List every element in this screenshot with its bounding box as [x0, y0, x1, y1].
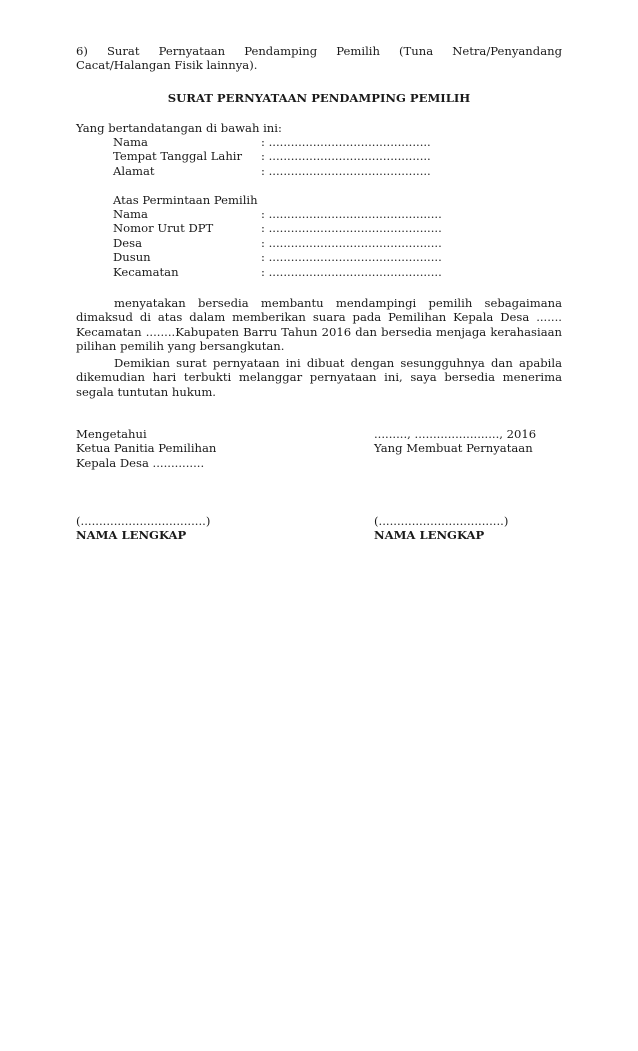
field-blank: : ...............................................	[261, 250, 442, 265]
signature-right-line2: Yang Membuat Pernyataan	[374, 441, 533, 456]
field-label: Desa	[113, 235, 143, 250]
signature-right-blank: (..................................)	[374, 514, 509, 528]
field-blank: : ............................................	[261, 135, 431, 149]
field-label: Tempat Tanggal Lahir	[113, 149, 243, 164]
field-blank: : ...............................................	[261, 264, 442, 279]
field-label: Nama	[113, 207, 148, 221]
signer-fields	[113, 135, 431, 178]
signature-right-block	[374, 514, 508, 543]
intro-item: 6) Surat Pernyataan Pendamping Pemilih (Tuna Netra/Penyandang Cacat/Halangan Fisik lainnya).	[76, 44, 562, 73]
field-row	[113, 250, 442, 264]
statement-paragraph: menyatakan bersedia membantu mendampingi pemilih sebagaimana dimaksud di atas dalam memberikan suara pada Pemilihan Kepala Desa ....... Kecamatan ........Kabupaten Barru Tahun 2016 dan bersedia menjaga kerahasiaan pilihan pemilih yang bersangkutan.	[76, 296, 562, 354]
signature-left-line1: Mengetahui	[76, 427, 147, 441]
field-blank: : ...............................................	[261, 221, 442, 236]
field-row	[113, 265, 442, 279]
document-title: SURAT PERNYATAAN PENDAMPING PEMILIH	[167, 91, 471, 105]
field-row	[113, 164, 431, 178]
signature-right-header	[374, 427, 536, 456]
field-label: Kecamatan	[113, 264, 179, 279]
field-label: Nama	[113, 135, 148, 149]
field-label: Alamat	[113, 163, 155, 178]
field-row	[113, 221, 442, 235]
field-row	[113, 207, 442, 221]
signature-left-blank: (..................................)	[76, 514, 211, 528]
closing-paragraph: Demikian surat pernyataan ini dibuat dengan sesungguhnya dan apabila dikemudian hari terbukti melanggar pernyataan ini, saya bersedia menerima segala tuntutan hukum.	[76, 356, 562, 399]
field-label: Dusun	[113, 250, 151, 265]
request-heading: Atas Permintaan Pemilih	[113, 193, 258, 207]
field-row	[113, 135, 431, 149]
field-row	[113, 236, 442, 250]
signature-right-name: NAMA LENGKAP	[374, 528, 485, 543]
signature-left-name: NAMA LENGKAP	[76, 528, 187, 543]
lead-sentence: Yang bertandatangan di bawah ini:	[76, 121, 282, 135]
signature-left-line2: Ketua Panitia Pemilihan	[76, 441, 217, 456]
field-blank: : ...............................................	[261, 235, 442, 250]
field-blank: : ............................................	[261, 149, 431, 164]
signature-right-line1: ........., ......................., 2016	[374, 427, 537, 441]
field-label: Nomor Urut DPT	[113, 221, 214, 236]
signature-left-line3: Kepala Desa ..............	[76, 455, 205, 470]
signature-left-header	[76, 427, 216, 470]
voter-fields	[113, 207, 442, 279]
field-blank: : ...............................................	[261, 207, 442, 221]
field-row	[113, 149, 431, 163]
signature-left-block	[76, 514, 210, 543]
field-blank: : ............................................	[261, 163, 431, 178]
